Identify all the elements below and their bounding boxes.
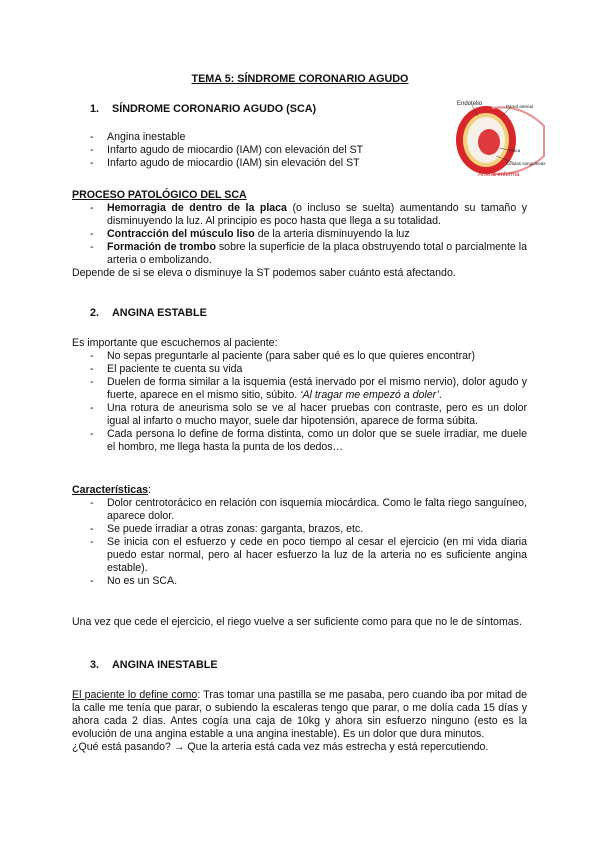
section-2-closing: Una vez que cede el ejercicio, el riego vuelve a ser suficiente como para que no le de síntomas. [72, 616, 522, 628]
pathology-heading: PROCESO PATOLÓGICO DEL SCA [72, 189, 247, 201]
label-blood-cells: Células sanguíneas [506, 161, 546, 166]
characteristics-heading: Características: [72, 484, 151, 496]
figure-caption: Arteria enferma [478, 172, 520, 178]
section-1-list [72, 131, 527, 170]
list-item: - El paciente te cuenta su vida [72, 363, 527, 376]
characteristics-section [72, 484, 527, 588]
section-2-body [72, 337, 527, 454]
label-endothelium: Endotelio [457, 101, 483, 107]
list-item: - Se puede irradiar a otras zonas: garganta, brazos, etc. [72, 523, 527, 536]
section-3-heading: 3. ANGINA INESTABLE [90, 659, 218, 671]
section-3-question: ¿Qué está pasando? → Que la arteria está cada vez más estrecha y está repercutiendo. [72, 741, 489, 753]
list-item: - No sepas preguntarle al paciente (para saber qué es lo que quieres encontrar) [72, 350, 527, 363]
section-3-body [72, 689, 527, 754]
section-1-title: SÍNDROME CORONARIO AGUDO (SCA) [112, 103, 317, 115]
section-1-number: 1. [90, 103, 100, 115]
pathology-footer: Depende de si se eleva o disminuye la ST podemos saber cuánto está afectando. [72, 267, 456, 279]
list-item: - Duelen de forma similar a la isquemia (está inervado por el mismo nervio), dolor agudo y fuerte, aparece en el mismo sitio, súbito. ‘Al tragar me empezó a doler’. [72, 376, 527, 402]
section-3-paragraph: El paciente lo define como: Tras tomar una pastilla se me pasaba, pero cuando iba por mitad de la calle me tenía que parar, o subiendo la escaleras tengo que parar, o me dolía cada 15 días y ahora cada 2 días. Antes cogía una caja de 10kg y ahora sin esfuerzo ninguno (esto es la evolución de una angina estable a una angina inestable). Es un dolor que dura minutos. [72, 689, 527, 740]
list-item: - Se inicia con el esfuerzo y cede en poco tiempo al cesar el ejercicio (en mi vida diaria puedo estar normal, pero al hacer esfuerzo la luz de la arteria no es suficiente angina estable). [72, 536, 527, 575]
list-item: - Infarto agudo de miocardio (IAM) con elevación del ST [72, 144, 527, 157]
list-item: - Contracción del músculo liso de la arteria disminuyendo la luz [72, 228, 527, 241]
list-item: - Dolor centrotorácico en relación con isquemia miocárdica. Como le falta riego sanguíneo, aparece dolor. [72, 497, 527, 523]
list-item: - Infarto agudo de miocardio (IAM) sin elevación del ST [72, 157, 527, 170]
section-2-intro: Es importante que escuchemos al paciente: [72, 337, 278, 349]
section-2-heading: 2. ANGINA ESTABLE [90, 307, 207, 319]
pathology-section [72, 189, 527, 280]
list-item: - No es un SCA. [72, 575, 527, 588]
list-item: - Cada persona lo define de forma distinta, como un dolor que se suele irradiar, me duele el hombro, me llega hasta la punta de los dedos… [72, 428, 527, 454]
label-arterial-wall: Pared arterial [506, 104, 534, 109]
label-plaque: Placa [509, 148, 521, 153]
list-item: - Una rotura de aneurisma solo se ve al hacer pruebas con contraste, pero es un dolor igual al infarto o mucho mayor, suele dar hipotensión, aparece de forma súbita. [72, 402, 527, 428]
list-item: - Formación de trombo sobre la superficie de la placa obstruyendo total o parcialmente la arteria o embolizando. [72, 241, 527, 267]
page-title: TEMA 5: SÍNDROME CORONARIO AGUDO [191, 73, 409, 85]
list-item: - Angina inestable [72, 131, 527, 144]
list-item: - Hemorragia de dentro de la placa (o incluso se suelta) aumentando su tamaño y disminuyendo la luz. Al principio es poco hasta que llega a su totalidad. [72, 202, 527, 228]
section-1-heading [90, 103, 316, 116]
